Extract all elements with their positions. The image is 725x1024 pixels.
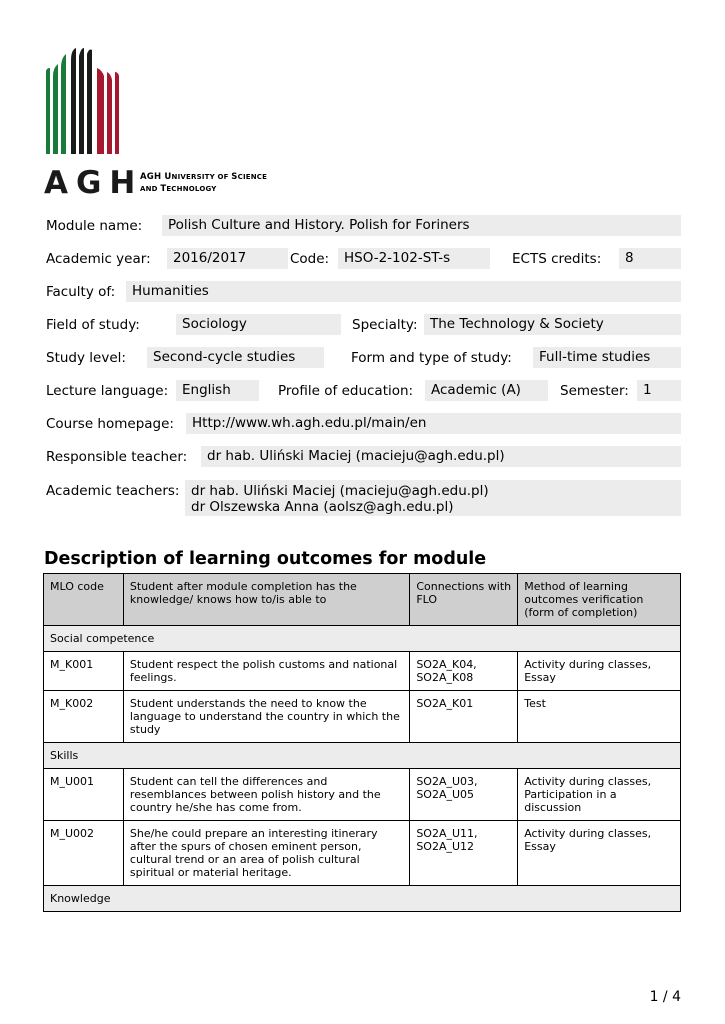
logo-black-stripe: [79, 48, 84, 154]
academic-teachers-label: Academic teachers:: [46, 483, 180, 499]
academic-year-label: Academic year:: [46, 251, 151, 267]
field-of-study-value: Sociology: [176, 314, 341, 335]
logo-emblem: [46, 48, 119, 154]
cell-flo: SO2A_K01: [410, 691, 518, 743]
group-row-knowledge: [44, 886, 681, 912]
logo-green-stripe: [61, 54, 66, 154]
cell-code: M_U002: [44, 821, 124, 886]
page-number: 1 / 4: [649, 989, 681, 1005]
form-of-study-value: Full-time studies: [533, 347, 681, 368]
course-homepage-value[interactable]: Http://www.wh.agh.edu.pl/main/en: [186, 413, 681, 434]
lecture-language-value: English: [176, 380, 259, 401]
cell-description: She/he could prepare an interesting itinerary after the spurs of chosen eminent person, cultural trend or an area of polish cultural spiritual or material heritage.: [123, 821, 409, 886]
field-of-study-label: Field of study:: [46, 317, 140, 333]
logo-wordmark: AGH: [44, 165, 144, 196]
form-of-study-label: Form and type of study:: [351, 350, 512, 366]
specialty-value: The Technology & Society: [424, 314, 681, 335]
logo-university-name-line1: AGH UNIVERSITY OF SCIENCE: [140, 172, 268, 182]
cell-description: Student respect the polish customs and national feelings.: [123, 652, 409, 691]
module-name-label: Module name:: [46, 218, 143, 234]
learning-outcomes-title: Description of learning outcomes for module: [44, 549, 487, 569]
cell-method: Activity during classes, Essay: [518, 821, 681, 886]
study-level-label: Study level:: [46, 350, 126, 366]
academic-teachers-value: [185, 480, 681, 516]
cell-code: M_U001: [44, 769, 124, 821]
learning-outcomes-table: [43, 573, 681, 912]
table-row: [44, 769, 681, 821]
group-row-skills: [44, 743, 681, 769]
specialty-label: Specialty:: [352, 317, 418, 333]
code-value: HSO-2-102-ST-s: [338, 248, 490, 269]
logo-red-stripe: [107, 72, 112, 154]
header-mlo-code: MLO code: [44, 574, 124, 626]
responsible-teacher-label: Responsible teacher:: [46, 449, 188, 465]
cell-description: Student can tell the differences and resemblances between polish history and the country he/she has come from.: [123, 769, 409, 821]
group-label: Skills: [44, 743, 681, 769]
semester-value: 1: [637, 380, 681, 401]
header-method: Method of learning outcomes verification (form of completion): [518, 574, 681, 626]
ects-credits-label: ECTS credits:: [512, 251, 602, 267]
cell-flo: SO2A_U03, SO2A_U05: [410, 769, 518, 821]
table-header-row: [44, 574, 681, 626]
cell-method: Activity during classes, Participation in a discussion: [518, 769, 681, 821]
logo-black-stripe: [71, 48, 76, 154]
lecture-language-label: Lecture language:: [46, 383, 169, 399]
faculty-label: Faculty of:: [46, 284, 116, 300]
table-row: [44, 691, 681, 743]
responsible-teacher-value: dr hab. Uliński Maciej (macieju@agh.edu.pl): [201, 446, 681, 467]
academic-teacher: dr hab. Uliński Maciej (macieju@agh.edu.pl): [191, 483, 489, 499]
table-row: [44, 821, 681, 886]
logo-black-stripe: [87, 50, 92, 155]
cell-method: Test: [518, 691, 681, 743]
header-description: Student after module completion has the knowledge/ knows how to/is able to: [123, 574, 409, 626]
course-homepage-label: Course homepage:: [46, 416, 174, 432]
profile-value: Academic (A): [425, 380, 548, 401]
academic-teacher: dr Olszewska Anna (aolsz@agh.edu.pl): [191, 499, 454, 515]
cell-flo: SO2A_U11, SO2A_U12: [410, 821, 518, 886]
logo-university-name-line2: AND TECHNOLOGY: [140, 184, 217, 194]
logo-red-stripe: [97, 68, 104, 154]
group-row-social-competence: [44, 626, 681, 652]
profile-label: Profile of education:: [278, 383, 414, 399]
module-name-value: Polish Culture and History. Polish for Foriners: [162, 215, 681, 236]
ects-credits-value: 8: [619, 248, 681, 269]
academic-year-value: 2016/2017: [167, 248, 288, 269]
cell-code: M_K001: [44, 652, 124, 691]
table-row: [44, 652, 681, 691]
faculty-value: Humanities: [126, 281, 681, 302]
cell-method: Activity during classes, Essay: [518, 652, 681, 691]
study-level-value: Second-cycle studies: [147, 347, 324, 368]
logo-red-stripe: [115, 72, 119, 154]
cell-description: Student understands the need to know the language to understand the country in which the study: [123, 691, 409, 743]
header-flo: Connections with FLO: [410, 574, 518, 626]
logo-green-stripe: [46, 68, 50, 154]
group-label: Social competence: [44, 626, 681, 652]
code-label: Code:: [290, 251, 330, 267]
cell-flo: SO2A_K04, SO2A_K08: [410, 652, 518, 691]
cell-code: M_K002: [44, 691, 124, 743]
logo-green-stripe: [53, 64, 58, 154]
group-label: Knowledge: [44, 886, 681, 912]
semester-label: Semester:: [560, 383, 629, 399]
